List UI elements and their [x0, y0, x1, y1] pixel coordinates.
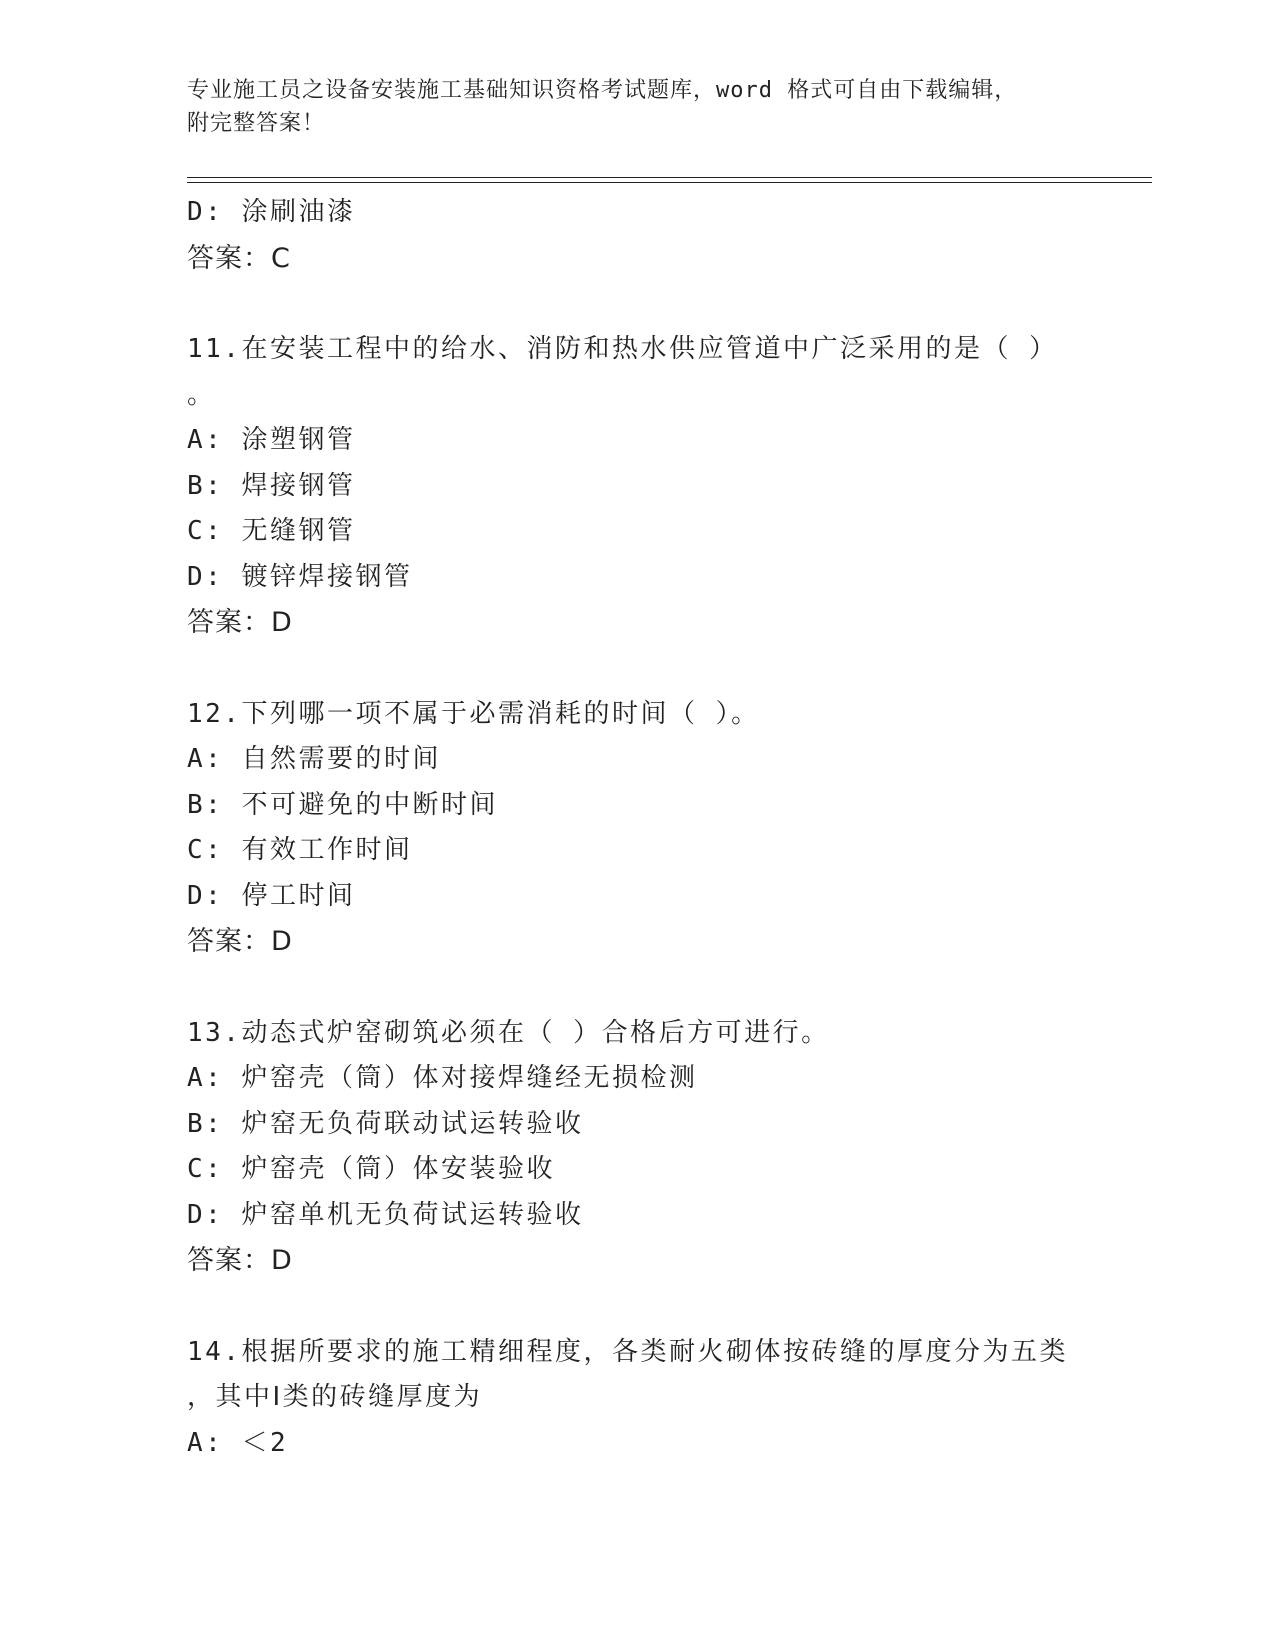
option-a: A: ＜2 [187, 1427, 289, 1458]
option-d: D: 镀锌焊接钢管 [187, 561, 413, 592]
question-stem: 13.动态式炉窑砌筑必须在（ ）合格后方可进行。 [187, 1017, 830, 1048]
option-c: C: 无缝钢管 [187, 516, 356, 546]
option-b: B: 不可避免的中断时间 [187, 789, 498, 820]
option-d: D: 炉窑单机无负荷试运转验收 [187, 1199, 584, 1230]
spacer [187, 281, 1147, 327]
spacer [187, 965, 1147, 1011]
spacer [187, 646, 1147, 692]
answer: 答案：D [187, 1245, 293, 1276]
answer: 答案：C [187, 242, 291, 274]
option-b: B: 焊接钢管 [187, 470, 356, 501]
document-header [187, 74, 1067, 140]
question-list [187, 190, 1147, 1466]
option-c: C: 有效工作时间 [187, 835, 413, 865]
option-b: B: 炉窑无负荷联动试运转验收 [187, 1108, 584, 1139]
option-d: D: 停工时间 [187, 880, 356, 911]
header-divider-bottom [187, 182, 1152, 183]
header-divider-top [187, 177, 1152, 178]
option-d: D: 涂刷油漆 [187, 197, 356, 227]
spacer [187, 1284, 1147, 1330]
option-a: A: 自然需要的时间 [187, 744, 441, 774]
question-stem: 14.根据所要求的施工精细程度，各类耐火砌体按砖缝的厚度分为五类 [187, 1336, 1068, 1367]
answer: 答案：D [187, 926, 293, 957]
header-line-2: 附完整答案！ [187, 111, 326, 136]
question-stem: 11.在安装工程中的给水、消防和热水供应管道中广泛采用的是（ ） [187, 334, 1058, 364]
answer: 答案：D [187, 607, 293, 638]
question-stem: 12.下列哪一项不属于必需消耗的时间（ ）。 [187, 698, 760, 729]
option-a: A: 涂塑钢管 [187, 425, 356, 455]
header-line-1: 专业施工员之设备安装施工基础知识资格考试题库，word 格式可自由下载编辑， [187, 78, 1018, 103]
option-c: C: 炉窑壳（筒）体安装验收 [187, 1154, 555, 1184]
question-stem-continued: 。 [187, 379, 216, 410]
question-stem-continued: ，其中Ⅰ类的砖缝厚度为 [187, 1382, 483, 1412]
option-a: A: 炉窑壳（筒）体对接焊缝经无损检测 [187, 1063, 698, 1093]
